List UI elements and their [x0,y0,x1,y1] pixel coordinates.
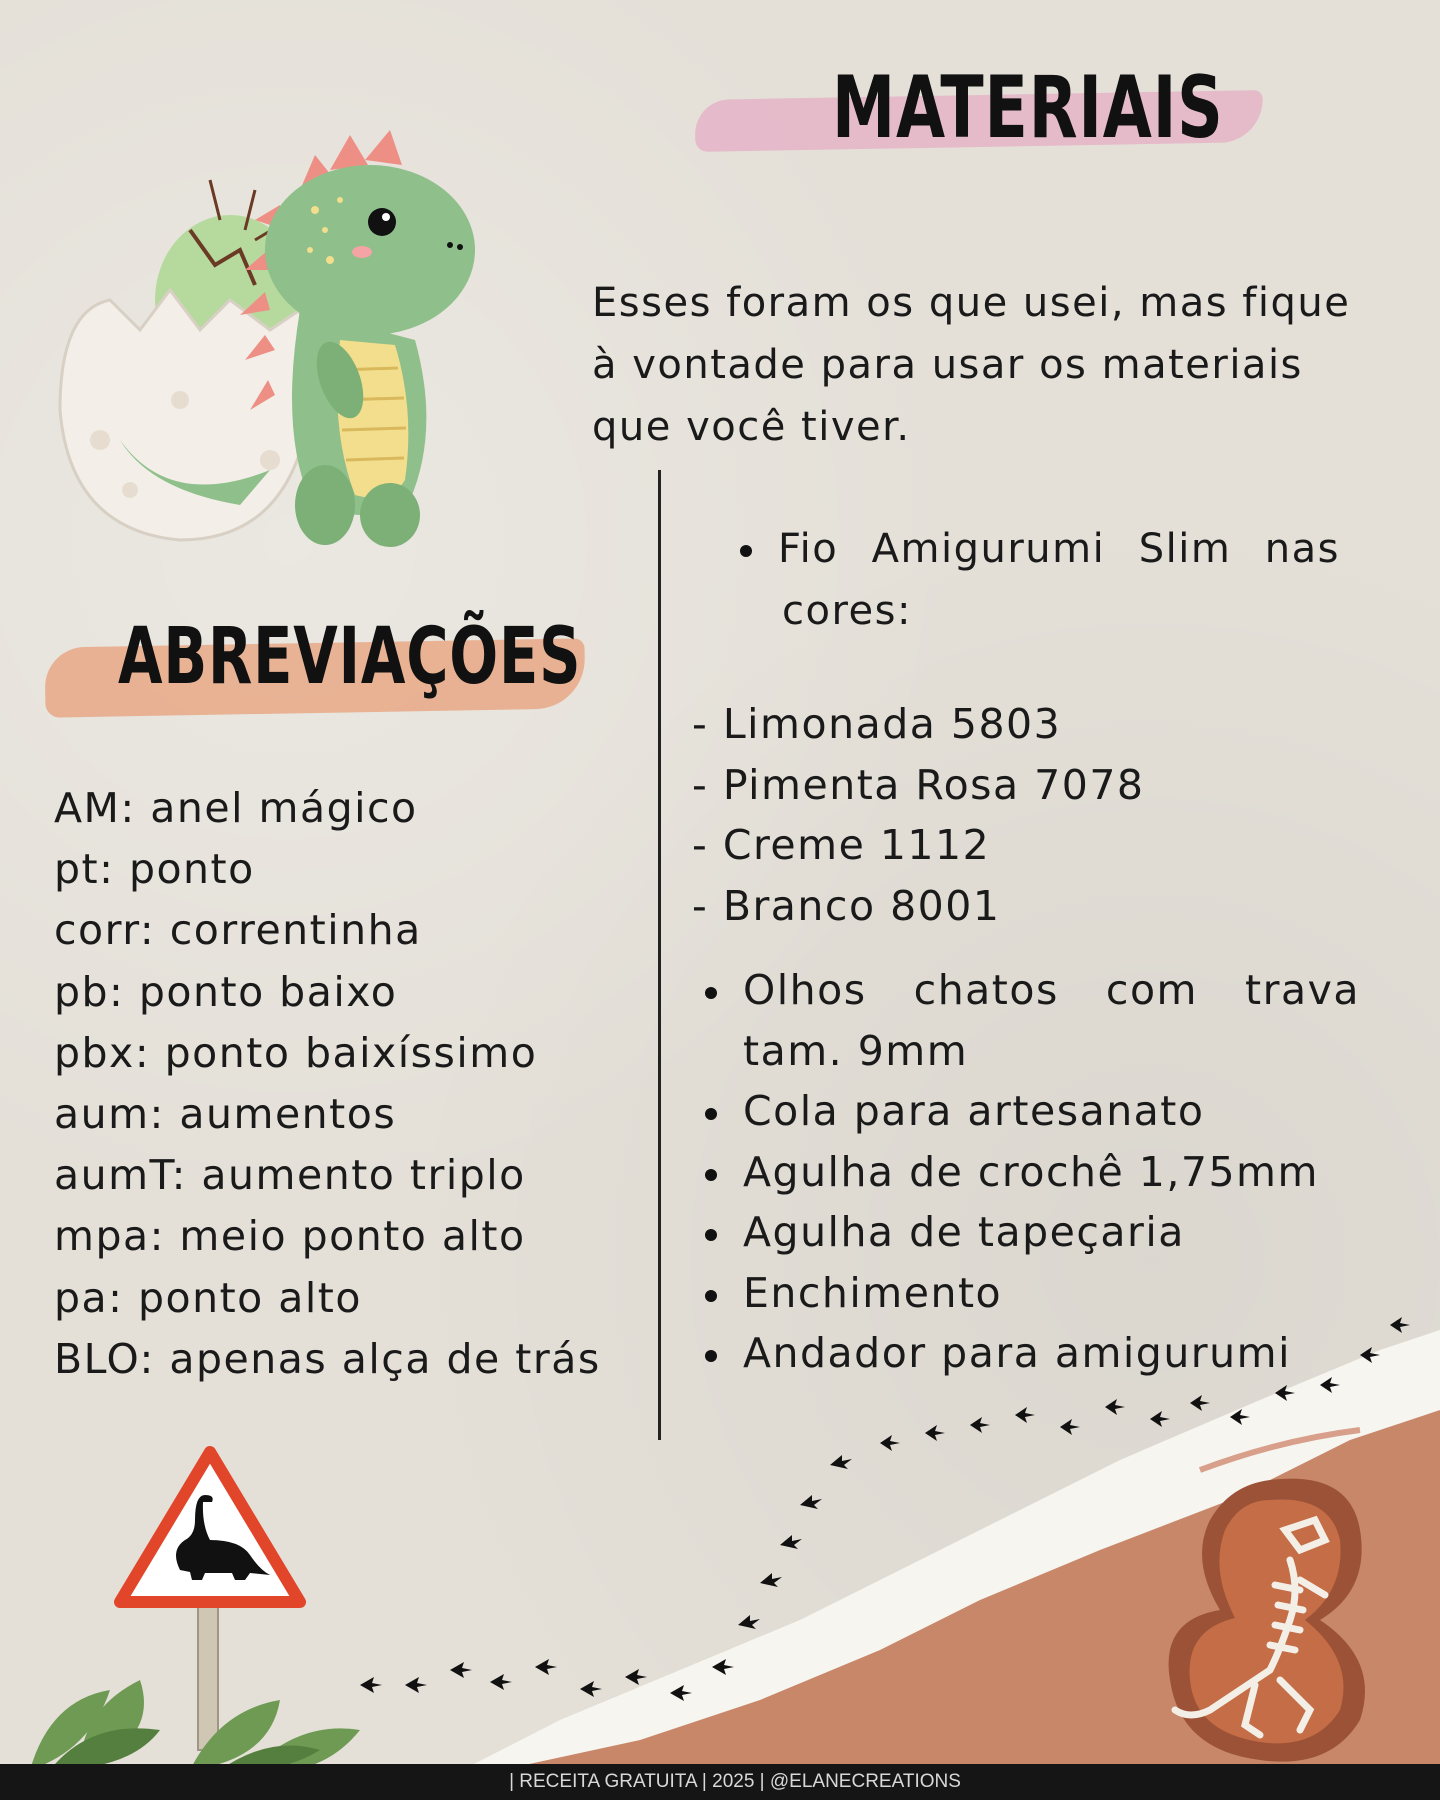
abbr-item: pb: ponto baixo [54,967,398,1016]
material-item-eyes [705,960,1360,1081]
color-item: - Branco 8001 [692,881,1001,930]
material-text: Cola para artesanato [743,1087,1205,1135]
bullet-dot-icon [705,1169,717,1181]
abbr-item: mpa: meio ponto alto [54,1212,526,1261]
fossil-skeleton-illustration [1150,1470,1390,1770]
material-item [705,1202,1360,1263]
eyes-word: Olhos [743,966,867,1014]
materiais-intro: Esses foram os que usei, mas fique à vontade para usar os materiais que você tiver. [592,280,1351,450]
yarn-word: Slim [1138,526,1232,572]
abbr-item: corr: correntinha [54,906,422,955]
material-item [705,1081,1360,1142]
yarn-colors-list [692,694,1145,936]
bullet-dot-icon [705,1229,717,1241]
material-text: Enchimento [743,1268,1003,1317]
eyes-line2: tam. 9mm [743,1026,969,1075]
bullet-dot-icon [705,1290,717,1302]
color-item: - Creme 1112 [692,821,991,869]
footer-text: | RECEITA GRATUITA | 2025 | @ELANECREATIONS [509,1771,961,1792]
material-item [705,1142,1360,1203]
bullet-dot-icon [705,1108,717,1120]
yarn-word: Amigurumi [871,526,1106,572]
yarn-bullet [740,518,1340,642]
yarn-line2: cores: [782,588,912,634]
dinosaur-hatching-illustration [40,110,520,550]
bullet-dot-icon [740,545,752,557]
yarn-word: Fio [778,526,839,572]
color-item: - Limonada 5803 [692,700,1062,748]
abreviacoes-list [54,778,601,1390]
eyes-word: chatos [913,966,1059,1014]
yarn-word: nas [1264,526,1340,572]
color-item: - Pimenta Rosa 7078 [692,760,1145,809]
material-item [705,1263,1360,1324]
bullet-dot-icon [705,987,717,999]
leaves-illustration [20,1640,380,1770]
abbr-item: AM: anel mágico [54,784,418,832]
material-text: Andador para amigurumi [743,1329,1291,1377]
material-text: Agulha de tapeçaria [743,1208,1185,1256]
column-divider [658,470,661,1440]
abbr-item: BLO: apenas alça de trás [54,1334,601,1383]
material-text: Agulha de crochê 1,75mm [743,1147,1319,1196]
abreviacoes-heading: ABREVIAÇÕES [118,612,582,702]
abbr-item: pt: ponto [54,845,255,894]
abbr-item: pa: ponto alto [54,1273,362,1322]
abbr-item: aumT: aumento triplo [54,1151,526,1200]
eyes-word: com [1105,966,1198,1014]
footer-bar [0,1764,1440,1800]
abbr-item: pbx: ponto baixíssimo [54,1028,538,1077]
materiais-heading: MATERIAIS [832,58,1224,158]
abbr-item: aum: aumentos [54,1090,397,1139]
eyes-word: trava [1245,966,1360,1014]
